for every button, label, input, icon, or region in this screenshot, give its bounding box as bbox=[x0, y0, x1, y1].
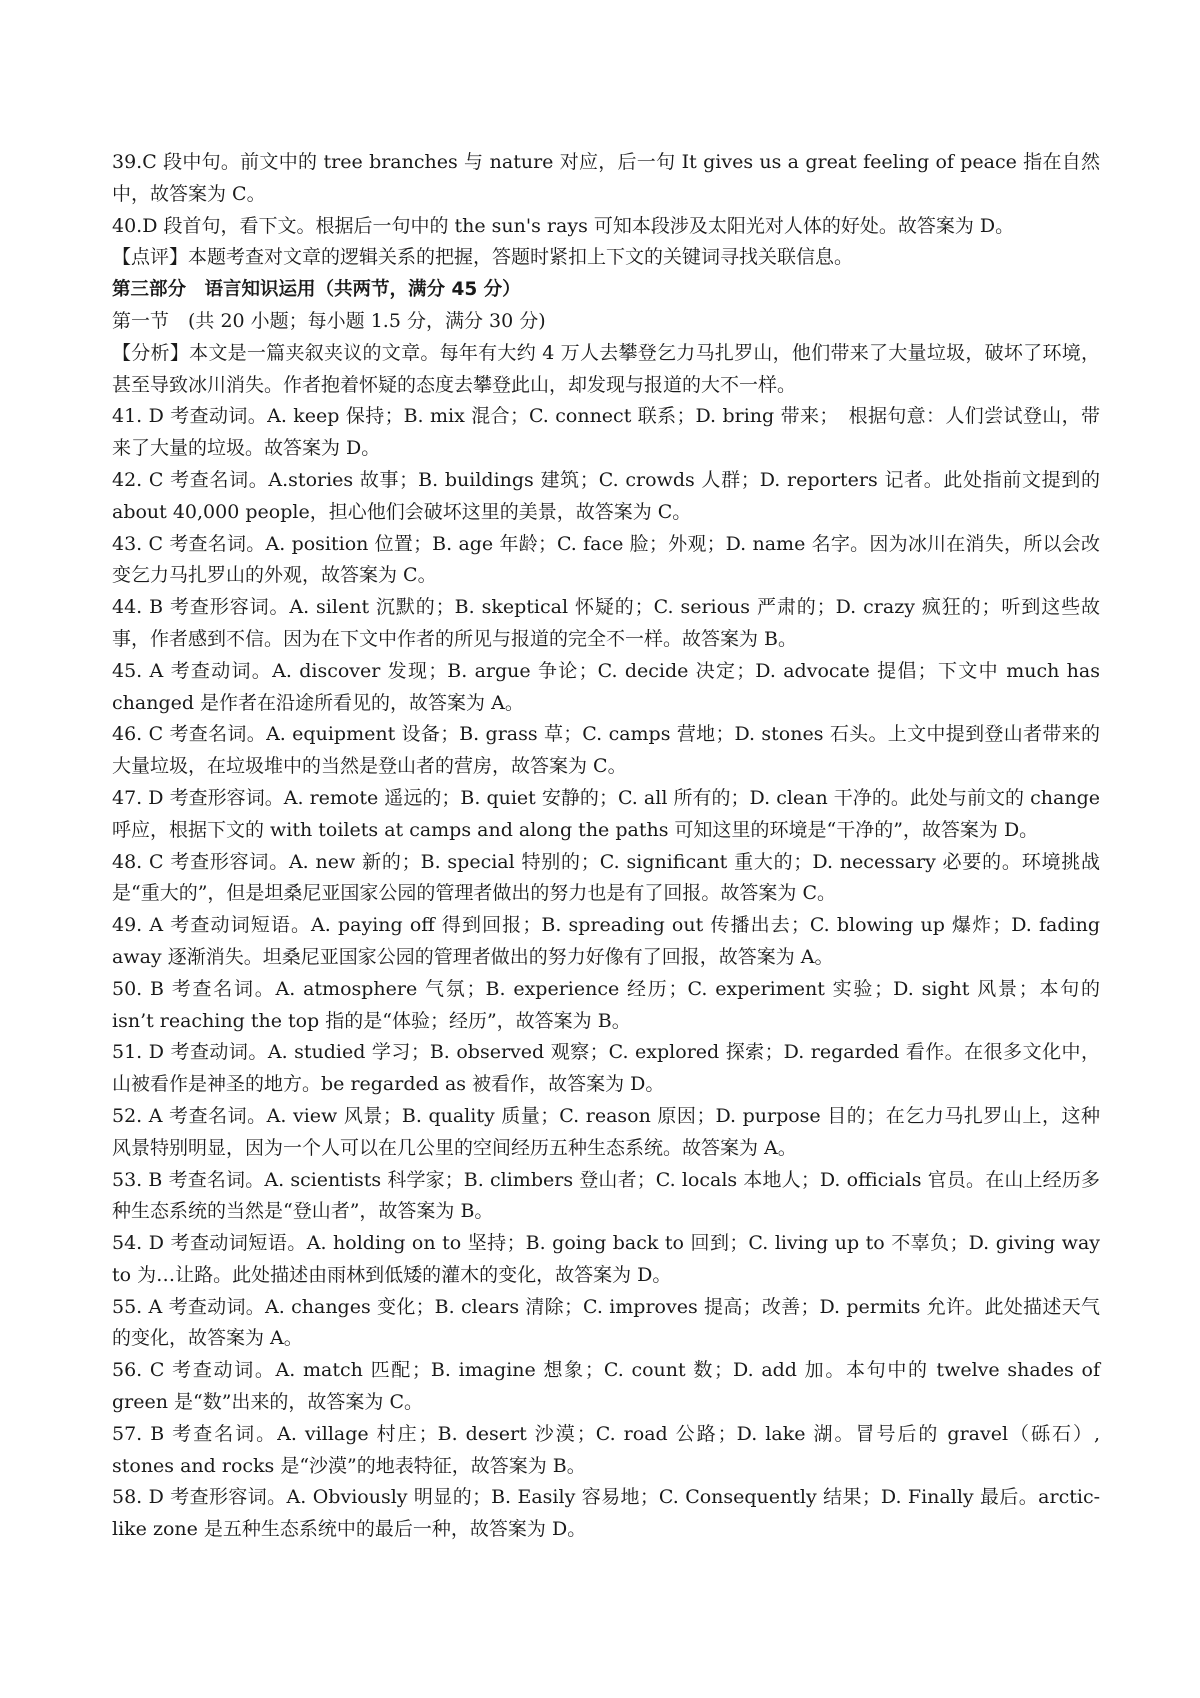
explanation-40: 40.D 段首句，看下文。根据后一句中的 the sun's rays 可知本段涉及太阳光对人体的好处。故答案为 D。 bbox=[112, 214, 1015, 237]
section-heading: 第三部分 语言知识运用（共两节，满分 45 分） bbox=[112, 279, 521, 301]
explanation-43: 43. C 考查名词。A. position 位置；B. age 年龄；C. face 脸；外观；D. name 名字。因为冰川在消失，所以会改变乞力马扎罗山的外观，故答案为 C。 bbox=[112, 532, 1100, 587]
explanation-41: 41. D 考查动词。A. keep 保持；B. mix 混合；C. connect 联系；D. bring 带来； 根据句意：人们尝试登山，带来了大量的垃圾。故答案为 D。 bbox=[112, 405, 1100, 460]
explanation-57: 57. B 考查名词。A. village 村庄；B. desert 沙漠；C. road 公路；D. lake 湖。冒号后的 gravel（砾石）, stones and rocks 是“沙漠”的地表特征，故答案为 B。 bbox=[112, 1422, 1100, 1477]
explanation-46: 46. C 考查名词。A. equipment 设备；B. grass 草；C. camps 营地；D. stones 石头。上文中提到登山者带来的大量垃圾，在垃圾堆中的当然是登山者的营房，故答案为 C。 bbox=[112, 723, 1100, 778]
explanation-45: 45. A 考查动词。A. discover 发现；B. argue 争论；C. decide 决定；D. advocate 提倡；下文中 much has changed 是作者在沿途所看见的，故答案为 A。 bbox=[112, 659, 1100, 714]
explanation-50: 50. B 考查名词。A. atmosphere 气氛；B. experience 经历；C. experiment 实验；D. sight 风景；本句的 isn’t reaching the top 指的是“体验；经历”，故答案为 B。 bbox=[112, 977, 1100, 1032]
explanation-55: 55. A 考查动词。A. changes 变化；B. clears 清除；C. improves 提高；改善；D. permits 允许。此处描述天气的变化，故答案为 A。 bbox=[112, 1295, 1100, 1350]
explanation-53: 53. B 考查名词。A. scientists 科学家；B. climbers 登山者；C. locals 本地人；D. officials 官员。在山上经历多种生态系统的当然是“登山者”，故答案为 B。 bbox=[112, 1168, 1100, 1223]
explanation-47: 47. D 考查形容词。A. remote 遥远的；B. quiet 安静的；C. all 所有的；D. clean 干净的。此处与前文的 change 呼应，根据下文的 with toilets at camps and along the paths 可知这里的环境是“干净的”，故答案为 D。 bbox=[112, 786, 1100, 841]
explanation-42: 42. C 考查名词。A.stories 故事；B. buildings 建筑；C. crowds 人群；D. reporters 记者。此处指前文提到的 about 40,000 people，担心他们会破坏这里的美景，故答案为 C。 bbox=[112, 468, 1100, 523]
subsection-heading: 第一节 (共 20 小题；每小题 1.5 分，满分 30 分) bbox=[112, 309, 546, 332]
answer-explanations bbox=[112, 147, 1100, 1546]
explanation-49: 49. A 考查动词短语。A. paying off 得到回报；B. spreading out 传播出去；C. blowing up 爆炸；D. fading away 逐渐消失。坦桑尼亚国家公园的管理者做出的努力好像有了回报，故答案为 A。 bbox=[112, 914, 1100, 968]
analysis-paragraph: 【分析】本文是一篇夹叙夹议的文章。每年有大约 4 万人去攀登乞力马扎罗山，他们带来了大量垃圾，破坏了环境，甚至导致冰川消失。作者抱着怀疑的态度去攀登此山，却发现与报道的大不一样。 bbox=[112, 341, 1100, 396]
explanation-39: 39.C 段中句。前文中的 tree branches 与 nature 对应，后一句 It gives us a great feeling of peace 指在自然中，故答案为 C。 bbox=[112, 151, 1100, 205]
explanation-58: 58. D 考查形容词。A. Obviously 明显的；B. Easily 容易地；C. Consequently 结果；D. Finally 最后。arctic-like zone 是五种生态系统中的最后一种，故答案为 D。 bbox=[112, 1486, 1100, 1541]
explanation-56: 56. C 考查动词。A. match 匹配；B. imagine 想象；C. count 数；D. add 加。本句中的 twelve shades of green 是“数”出来的，故答案为 C。 bbox=[112, 1359, 1100, 1414]
explanation-52: 52. A 考查名词。A. view 风景；B. quality 质量；C. reason 原因；D. purpose 目的；在乞力马扎罗山上，这种风景特别明显，因为一个人可以在几公里的空间经历五种生态系统。故答案为 A。 bbox=[112, 1104, 1100, 1159]
explanation-51: 51. D 考查动词。A. studied 学习；B. observed 观察；C. explored 探索；D. regarded 看作。在很多文化中，山被看作是神圣的地方。be regarded as 被看作，故答案为 D。 bbox=[112, 1041, 1100, 1096]
explanation-44: 44. B 考查形容词。A. silent 沉默的；B. skeptical 怀疑的；C. serious 严肃的；D. crazy 疯狂的；听到这些故事，作者感到不信。因为在下文中作者的所见与报道的完全不一样。故答案为 B。 bbox=[112, 596, 1100, 650]
comment-note: 【点评】本题考查对文章的逻辑关系的把握，答题时紧扣上下文的关键词寻找关联信息。 bbox=[112, 246, 854, 269]
explanation-54: 54. D 考查动词短语。A. holding on to 坚持；B. going back to 回到；C. living up to 不辜负；D. giving way to 为…让路。此处描述由雨林到低矮的灌木的变化，故答案为 D。 bbox=[112, 1232, 1100, 1286]
explanation-48: 48. C 考查形容词。A. new 新的；B. special 特别的；C. significant 重大的；D. necessary 必要的。环境挑战是“重大的”，但是坦桑尼亚国家公园的管理者做出的努力也是有了回报。故答案为 C。 bbox=[112, 850, 1100, 905]
